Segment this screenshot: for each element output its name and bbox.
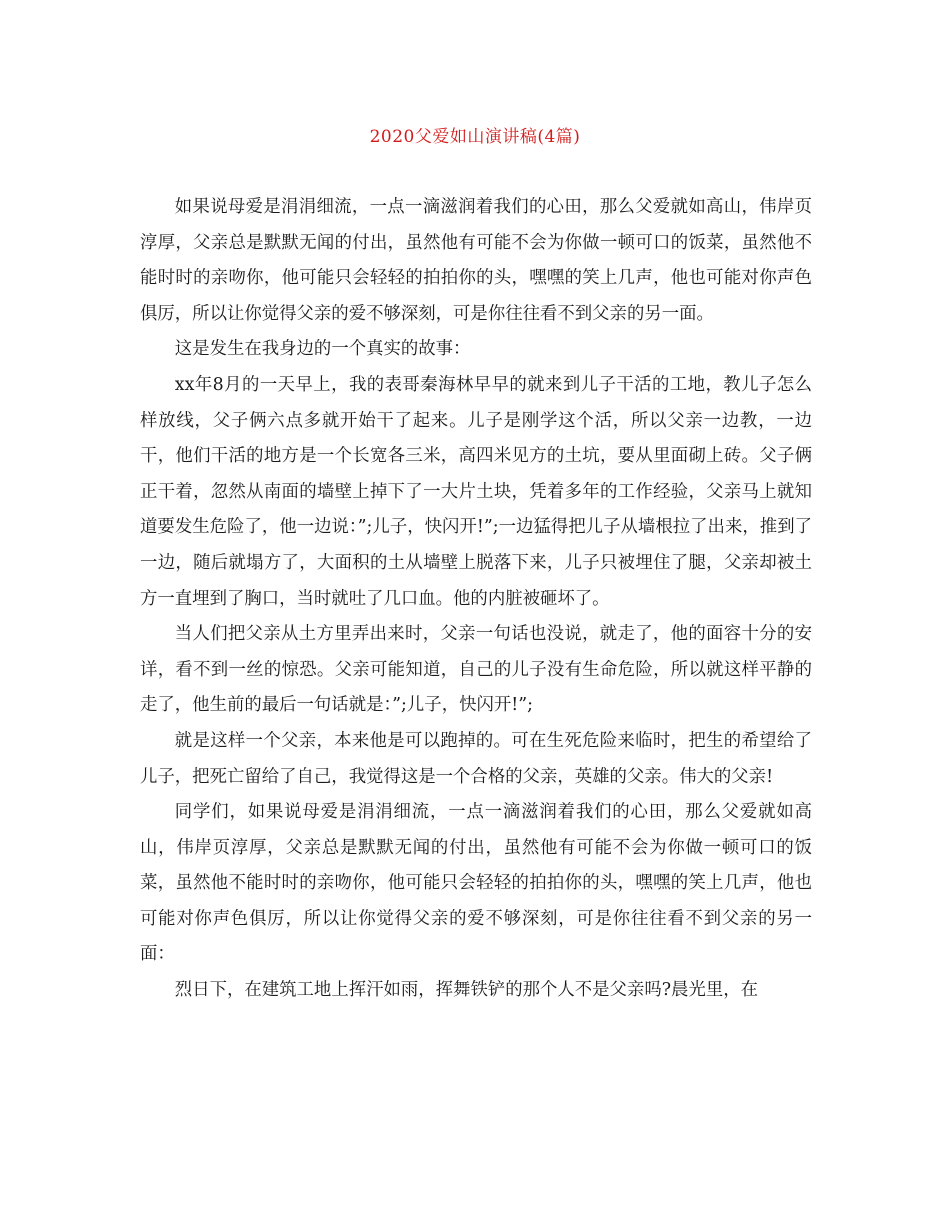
paragraph-6: 同学们，如果说母爱是涓涓细流，一点一滴滋润着我们的心田，那么父爱就如高山，伟岸页淳厚，父亲总是默默无闻的付出，虽然他有可能不会为你做一顿可口的饭菜，虽然他不能时时的亲吻你，他可能只会轻轻的拍拍你的头，嘿嘿的笑上几声，他也可能对你声色俱厉，所以让你觉得父亲的爱不够深刻，可是你往往看不到父亲的另一面： <box>140 802 812 965</box>
document-title: 2020父爱如山演讲稿(4篇) <box>369 127 581 147</box>
paragraph-3: xx年8月的一天早上，我的表哥秦海林早早的就来到儿子干活的工地，教儿子怎么样放线，父子俩六点多就开始干了起来。儿子是刚学这个活，所以父亲一边教，一边干，他们干活的地方是一个长宽各三米，高四米见方的土坑，要从里面砌上砖。父子俩正干着，忽然从南面的墙壁上掉下了一大片土块，凭着多年的工作经验，父亲马上就知道要发生危险了，他一边说：”;儿子，快闪开!”;一边猛得把儿子从墙根拉了出来，推到了一边，随后就塌方了，大面积的土从墙壁上脱落下来，儿子只被埋住了腿，父亲却被土方一直埋到了胸口，当时就吐了几口血。他的内脏被砸坏了。 <box>140 374 812 609</box>
paragraph-4: 当人们把父亲从土方里弄出来时，父亲一句话也没说，就走了，他的面容十分的安详，看不到一丝的惊恐。父亲可能知道，自己的儿子没有生命危险，所以就这样平静的走了，他生前的最后一句话就是：”;儿子，快闪开!”; <box>140 624 812 716</box>
paragraph-1: 如果说母爱是涓涓细流，一点一滴滋润着我们的心田，那么父爱就如高山，伟岸页淳厚，父亲总是默默无闻的付出，虽然他有可能不会为你做一顿可口的饭菜，虽然他不能时时的亲吻你，他可能只会轻轻的拍拍你的头，嘿嘿的笑上几声，他也可能对你声色俱厉，所以让你觉得父亲的爱不够深刻，可是你往往看不到父亲的另一面。 <box>140 197 812 324</box>
document-body <box>140 190 812 1009</box>
paragraph-7: 烈日下，在建筑工地上挥汗如雨，挥舞铁铲的那个人不是父亲吗?晨光里，在 <box>174 980 759 1001</box>
paragraph-5: 就是这样一个父亲，本来他是可以跑掉的。可在生死危险来临时，把生的希望给了儿子，把死亡留给了自己，我觉得这是一个合格的父亲，英雄的父亲。伟大的父亲! <box>140 730 812 787</box>
paragraph-2: 这是发生在我身边的一个真实的故事： <box>174 339 471 360</box>
